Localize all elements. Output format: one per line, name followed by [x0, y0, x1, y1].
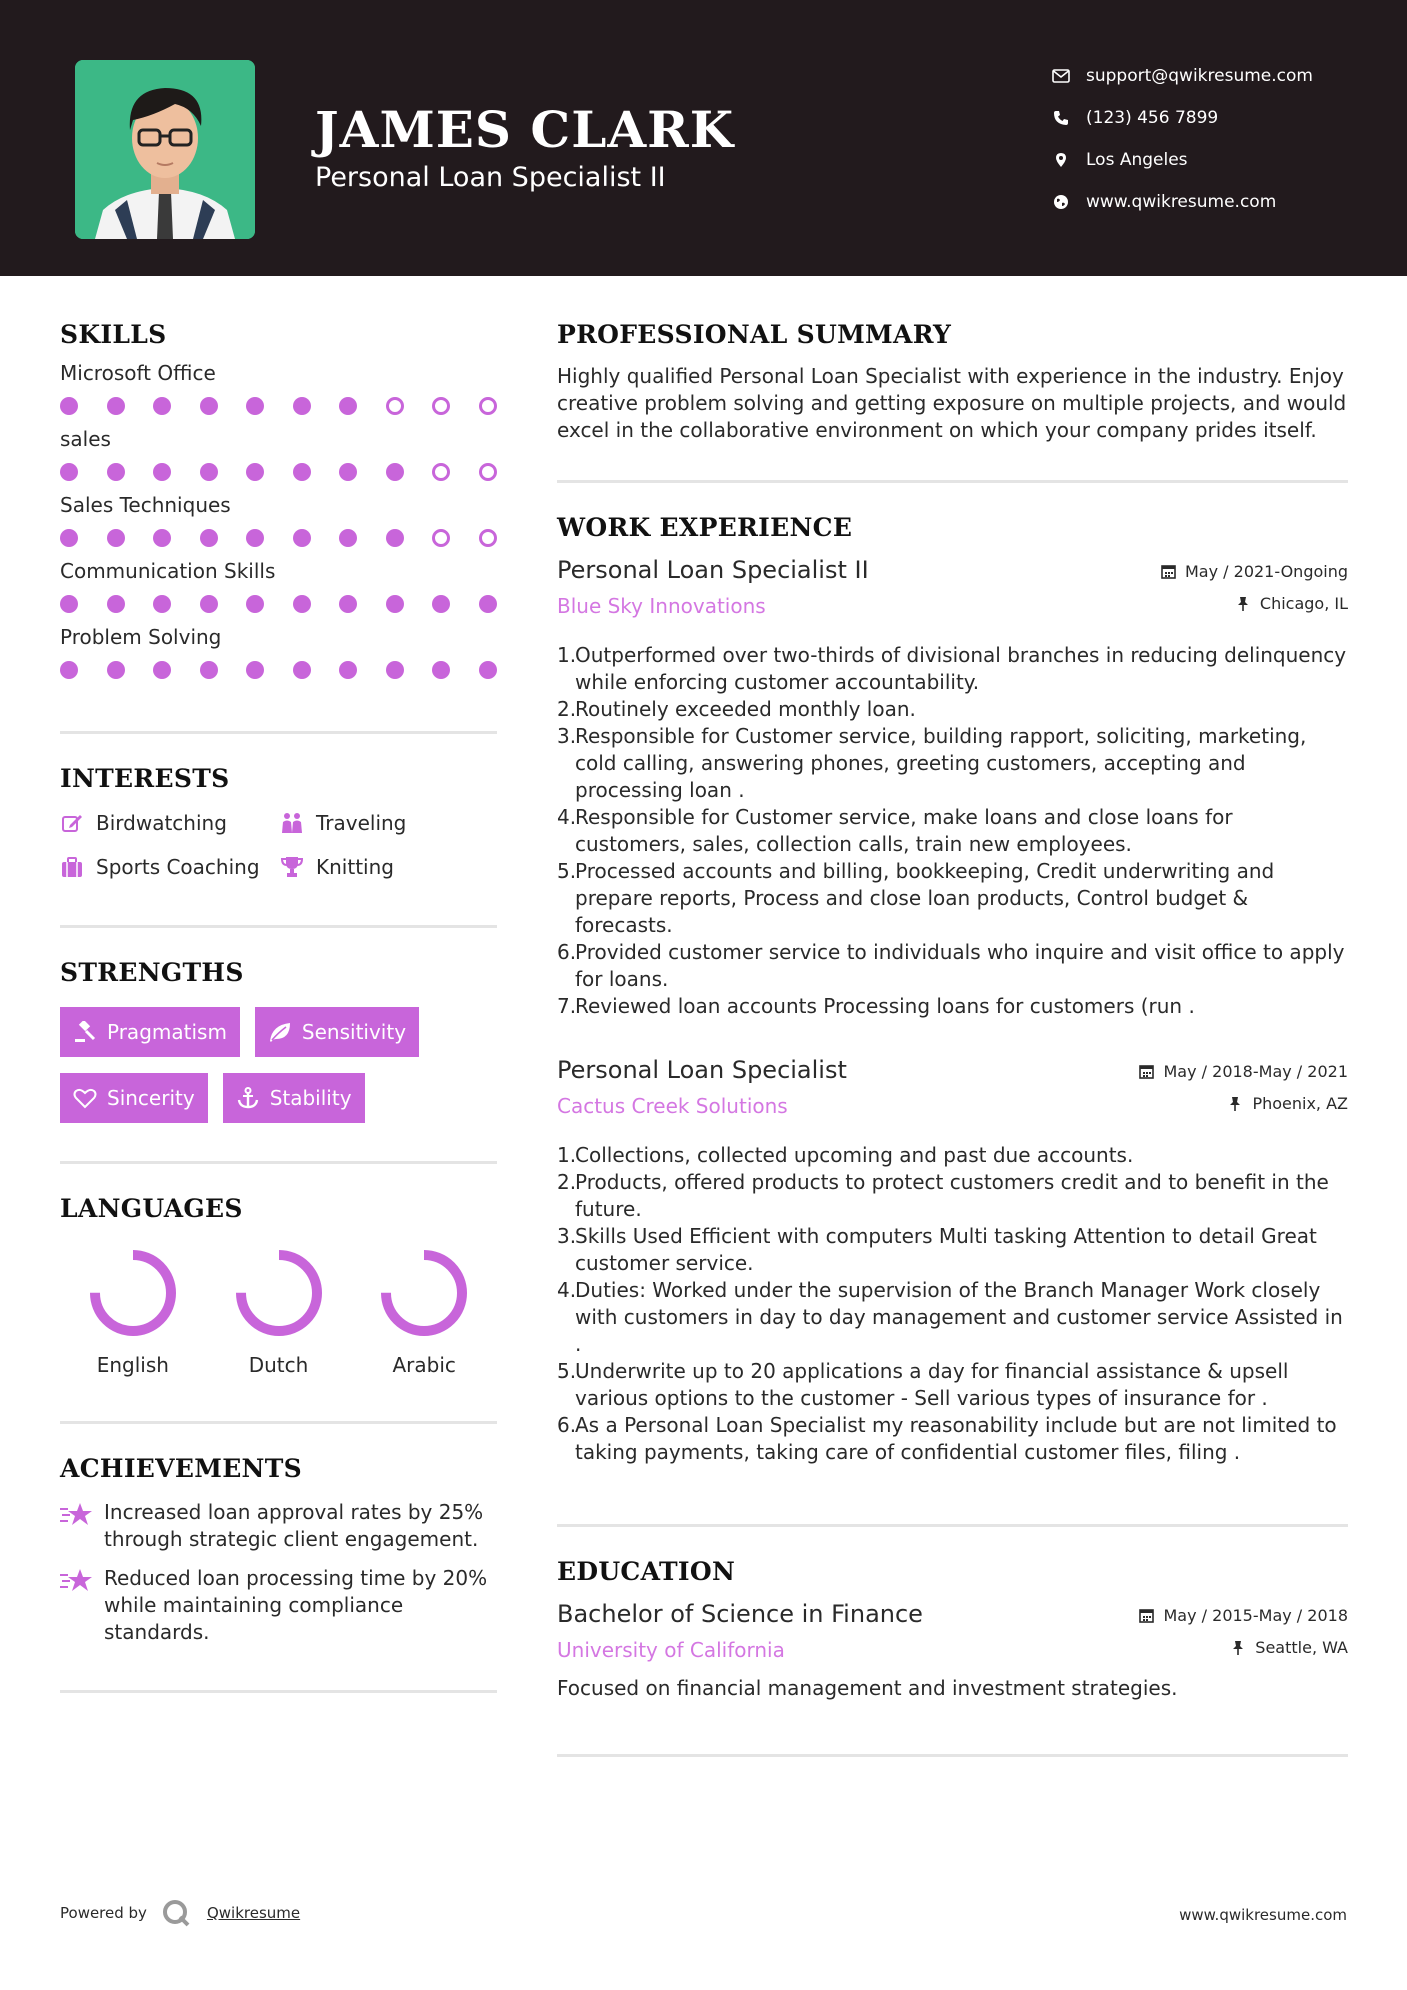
skills-section — [60, 320, 497, 679]
rating-dot-filled — [153, 661, 171, 679]
contact-phone-text: (123) 456 7899 — [1086, 108, 1219, 128]
achievements-section — [60, 1454, 497, 1646]
interests-list — [60, 811, 497, 879]
job-bullets — [557, 1142, 1348, 1466]
achievement-item — [60, 1565, 497, 1646]
job-entry — [557, 1056, 1348, 1466]
rating-dot-filled — [200, 463, 218, 481]
phone-icon — [1050, 109, 1072, 127]
pushpin-icon — [1234, 596, 1252, 612]
rating-dot-filled — [200, 529, 218, 547]
language-ring — [87, 1247, 179, 1339]
rating-dot-filled — [246, 595, 264, 613]
rating-dot-filled — [246, 397, 264, 415]
language-name: Dutch — [248, 1353, 309, 1377]
school-name[interactable]: University of California — [557, 1638, 785, 1662]
job-bullet: Routinely exceeded monthly loan. — [575, 697, 916, 721]
interest-item — [60, 811, 280, 835]
degree-title: Bachelor of Science in Finance — [557, 1600, 923, 1628]
anchor-icon — [236, 1086, 260, 1110]
profile-photo — [75, 60, 255, 239]
strengths-list — [60, 1007, 497, 1123]
interest-item — [60, 855, 280, 879]
strength-chip — [60, 1073, 208, 1123]
job-bullet: Products, offered products to protect customers credit and to benefit in the future. — [575, 1170, 1329, 1221]
strength-label: Stability — [269, 1086, 352, 1110]
interest-label: Knitting — [316, 855, 394, 879]
contact-location — [1050, 139, 1313, 181]
rating-dot-filled — [107, 529, 125, 547]
job-bullet: Outperformed over two-thirds of divisional branches in reducing delinquency while enforcing customer accountability. — [575, 643, 1347, 694]
interest-item — [280, 811, 480, 835]
rating-dot-filled — [386, 463, 404, 481]
job-date-text: May / 2018-May / 2021 — [1163, 1062, 1348, 1081]
rating-dot-empty — [479, 397, 497, 415]
achievements-heading: ACHIEVEMENTS — [60, 1454, 302, 1483]
rating-dot-filled — [432, 661, 450, 679]
rating-dot-filled — [246, 661, 264, 679]
brand-link[interactable]: Qwikresume — [206, 1904, 301, 1922]
rating-dot-empty — [386, 397, 404, 415]
rating-dot-filled — [293, 463, 311, 481]
interest-item — [280, 855, 480, 879]
languages-section — [60, 1194, 497, 1377]
strength-chip — [223, 1073, 365, 1123]
job-bullet: Skills Used Efficient with computers Multi tasking Attention to detail Great customer service. — [575, 1224, 1317, 1275]
footer-website[interactable]: www.qwikresume.com — [1179, 1906, 1347, 1924]
education-description: Focused on financial management and investment strategies. — [557, 1676, 1178, 1700]
strengths-section — [60, 958, 497, 1123]
strength-chip — [60, 1007, 240, 1057]
rating-dot-filled — [153, 529, 171, 547]
job-header — [557, 1056, 1348, 1126]
job-bullet: Duties: Worked under the supervision of the Branch Manager Work closely with customers in day to day management and customer service Assisted in . — [575, 1278, 1343, 1356]
language-item — [351, 1247, 497, 1377]
rating-dot-filled — [107, 595, 125, 613]
rating-dot-filled — [153, 397, 171, 415]
summary-heading: PROFESSIONAL SUMMARY — [557, 320, 952, 349]
people-icon — [280, 811, 304, 835]
rating-dot-filled — [60, 397, 78, 415]
strength-label: Sensitivity — [301, 1020, 407, 1044]
skills-heading: SKILLS — [60, 320, 167, 349]
job-bullet: Responsible for Customer service, make loans and close loans for customers, sales, collection calls, train new employees. — [575, 805, 1233, 856]
interests-heading: INTERESTS — [60, 764, 230, 793]
summary-text: Highly qualified Personal Loan Specialist with experience in the industry. Enjoy creative problem solving and getting exposure on multiple projects, and would excel in the collaborative environment on which your company prides itself. — [557, 364, 1347, 442]
job-bullet: Responsible for Customer service, building rapport, soliciting, marketing, cold calling, answering phones, greeting customers, accepting and processing loan . — [575, 724, 1307, 802]
gavel-icon — [73, 1020, 97, 1044]
rating-dot-empty — [432, 463, 450, 481]
language-item — [60, 1247, 206, 1377]
interests-section — [60, 764, 497, 879]
job-header — [557, 556, 1348, 626]
rating-dot-filled — [107, 463, 125, 481]
contact-website[interactable] — [1050, 181, 1313, 223]
rating-dot-filled — [293, 661, 311, 679]
education-heading: EDUCATION — [557, 1557, 736, 1586]
job-location — [1234, 594, 1348, 613]
job-title: Personal Loan Specialist — [557, 1056, 847, 1084]
qwikresume-logo-icon — [161, 1898, 191, 1928]
rating-dot-filled — [339, 397, 357, 415]
education-header — [557, 1600, 1348, 1670]
rating-dot-filled — [386, 595, 404, 613]
education-date — [1138, 1606, 1349, 1625]
achievement-text: Reduced loan processing time by 20% while maintaining compliance standards. — [104, 1566, 488, 1644]
powered-by-text: Powered by — [60, 1904, 147, 1922]
pushpin-icon — [1226, 1096, 1244, 1112]
education-location-text: Seattle, WA — [1255, 1638, 1348, 1657]
rating-dot-filled — [153, 595, 171, 613]
interest-label: Birdwatching — [96, 811, 227, 835]
job-title: Personal Loan Specialist II — [557, 556, 869, 584]
section-divider — [60, 1690, 497, 1693]
skill-rating — [60, 529, 497, 547]
rating-dot-filled — [293, 595, 311, 613]
rating-dot-filled — [432, 595, 450, 613]
calendar-icon — [1138, 1064, 1156, 1080]
rating-dot-empty — [479, 463, 497, 481]
contact-email-text: support@qwikresume.com — [1086, 66, 1313, 86]
rating-dot-empty — [432, 397, 450, 415]
heart-icon — [73, 1086, 97, 1110]
education-location — [1229, 1638, 1348, 1657]
job-date — [1138, 1062, 1349, 1081]
job-company[interactable]: Blue Sky Innovations — [557, 594, 766, 618]
strengths-heading: STRENGTHS — [60, 958, 244, 987]
shooting-star-icon — [60, 1567, 94, 1595]
rating-dot-filled — [293, 529, 311, 547]
rating-dot-filled — [339, 529, 357, 547]
section-divider — [60, 1421, 497, 1424]
section-divider — [60, 1161, 497, 1164]
skill-name: sales — [60, 427, 111, 451]
rating-dot-filled — [386, 661, 404, 679]
language-proficiency-arc — [95, 1255, 171, 1331]
shooting-star-icon — [60, 1501, 94, 1529]
job-bullet: Provided customer service to individuals who inquire and visit office to apply for loans. — [575, 940, 1345, 991]
skill-rating — [60, 595, 497, 613]
footer-branding — [60, 1898, 300, 1928]
calendar-icon — [1159, 564, 1177, 580]
contact-website-text: www.qwikresume.com — [1086, 192, 1277, 212]
rating-dot-filled — [339, 463, 357, 481]
education-section — [557, 1557, 1348, 1700]
experience-heading: WORK EXPERIENCE — [557, 513, 853, 542]
job-bullet: As a Personal Loan Specialist my reasonability include but are not limited to taking payments, taking care of confidential customer files, filing . — [575, 1413, 1337, 1464]
skill-name: Problem Solving — [60, 625, 222, 649]
rating-dot-filled — [339, 661, 357, 679]
skill-rating — [60, 397, 497, 415]
rating-dot-empty — [479, 529, 497, 547]
language-ring — [233, 1247, 325, 1339]
rating-dot-filled — [479, 661, 497, 679]
rating-dot-filled — [60, 463, 78, 481]
job-location — [1226, 1094, 1348, 1113]
job-date — [1159, 562, 1348, 581]
skill-rating — [60, 661, 497, 679]
candidate-title: Personal Loan Specialist II — [315, 162, 666, 193]
job-bullet: Collections, collected upcoming and past due accounts. — [575, 1143, 1134, 1167]
strength-label: Sincerity — [107, 1086, 195, 1110]
interest-label: Sports Coaching — [96, 855, 260, 879]
map-pin-icon — [1050, 151, 1072, 169]
rating-dot-filled — [153, 463, 171, 481]
rating-dot-filled — [60, 661, 78, 679]
left-column — [60, 320, 497, 1693]
rating-dot-filled — [246, 529, 264, 547]
pushpin-icon — [1229, 1640, 1247, 1656]
skill-rating — [60, 463, 497, 481]
contact-phone[interactable] — [1050, 97, 1313, 139]
job-bullet: Reviewed loan accounts Processing loans for customers (run . — [575, 994, 1195, 1018]
contact-list — [1050, 55, 1313, 223]
summary-section — [557, 320, 1348, 444]
section-divider — [60, 925, 497, 928]
language-item — [206, 1247, 352, 1377]
language-name: Arabic — [392, 1353, 456, 1377]
candidate-name: JAMES CLARK — [315, 100, 735, 159]
rating-dot-empty — [432, 529, 450, 547]
achievement-text: Increased loan approval rates by 25% through strategic client engagement. — [104, 1500, 484, 1551]
job-location-text: Phoenix, AZ — [1252, 1094, 1348, 1113]
skills-list — [60, 361, 497, 679]
strength-label: Pragmatism — [107, 1020, 227, 1044]
calendar-icon — [1138, 1608, 1156, 1624]
job-bullet: Processed accounts and billing, bookkeeping, Credit underwriting and prepare reports, Process and close loan products, Control budget & forecasts. — [575, 859, 1275, 937]
experience-section — [557, 513, 1348, 1466]
section-divider — [557, 1524, 1348, 1527]
envelope-icon — [1050, 67, 1072, 85]
rating-dot-filled — [293, 397, 311, 415]
skill-name: Communication Skills — [60, 559, 276, 583]
language-proficiency-arc — [241, 1255, 317, 1331]
trophy-icon — [280, 855, 304, 879]
globe-icon — [1050, 193, 1072, 211]
contact-email[interactable] — [1050, 55, 1313, 97]
education-date-text: May / 2015-May / 2018 — [1163, 1606, 1348, 1625]
contact-location-text: Los Angeles — [1086, 150, 1188, 170]
job-bullets — [557, 642, 1348, 1020]
job-entry — [557, 556, 1348, 1020]
rating-dot-filled — [200, 661, 218, 679]
rating-dot-filled — [107, 397, 125, 415]
job-company[interactable]: Cactus Creek Solutions — [557, 1094, 788, 1118]
skill-name: Sales Techniques — [60, 493, 231, 517]
language-name: English — [96, 1353, 169, 1377]
section-divider — [557, 480, 1348, 483]
rating-dot-filled — [246, 463, 264, 481]
languages-heading: LANGUAGES — [60, 1194, 243, 1223]
language-ring — [378, 1247, 470, 1339]
languages-list — [60, 1247, 497, 1377]
pencil-square-icon — [60, 811, 84, 835]
language-proficiency-arc — [386, 1255, 462, 1331]
rating-dot-filled — [60, 595, 78, 613]
strength-chip — [255, 1007, 419, 1057]
rating-dot-filled — [479, 595, 497, 613]
rating-dot-filled — [339, 595, 357, 613]
rating-dot-filled — [200, 595, 218, 613]
section-divider — [60, 731, 497, 734]
job-date-text: May / 2021-Ongoing — [1185, 562, 1348, 581]
achievement-item — [60, 1499, 497, 1553]
skill-name: Microsoft Office — [60, 361, 216, 385]
rating-dot-filled — [60, 529, 78, 547]
leaf-icon — [268, 1020, 292, 1044]
rating-dot-filled — [386, 529, 404, 547]
right-column — [557, 320, 1348, 1757]
section-divider — [557, 1754, 1348, 1757]
briefcase-icon — [60, 855, 84, 879]
interest-label: Traveling — [316, 811, 407, 835]
rating-dot-filled — [107, 661, 125, 679]
resume-header — [0, 0, 1407, 276]
job-bullet: Underwrite up to 20 applications a day for financial assistance & upsell various options to the customer - Sell various types of insurance for . — [575, 1359, 1289, 1410]
job-location-text: Chicago, IL — [1259, 594, 1348, 613]
rating-dot-filled — [200, 397, 218, 415]
